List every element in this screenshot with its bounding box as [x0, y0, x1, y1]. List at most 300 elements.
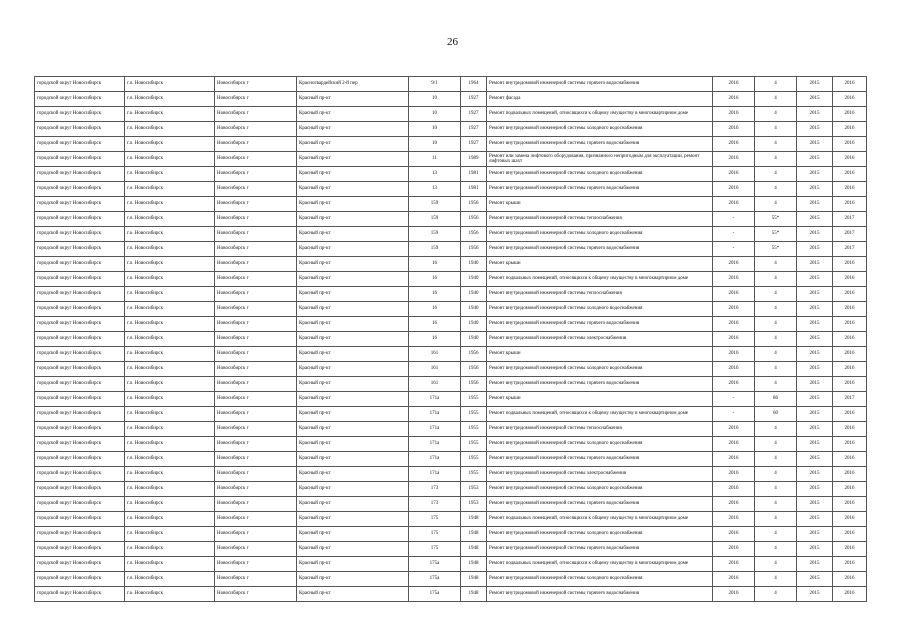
district-cell: г.о. Новосибирск — [125, 182, 215, 197]
municipality-cell: городской округ Новосибирск — [35, 272, 125, 287]
period-start-cell: 2015 — [797, 287, 833, 302]
build-year-cell: 1981 — [461, 167, 487, 182]
period-end-cell: 2016 — [833, 317, 867, 332]
term-cell: 4 — [755, 107, 797, 122]
build-year-cell: 1956 — [461, 212, 487, 227]
municipality-cell: городской округ Новосибирск — [35, 182, 125, 197]
locality-cell: Новосибирск г — [215, 362, 297, 377]
build-year-cell: 1927 — [461, 122, 487, 137]
work-type-cell: Ремонт внутридомовой инженерной системы горячего водоснабжения — [487, 542, 713, 557]
locality-cell: Новосибирск г — [215, 422, 297, 437]
house-number-cell: 171а — [409, 407, 461, 422]
street-cell: Красный пр-кт — [297, 242, 409, 257]
district-cell: г.о. Новосибирск — [125, 497, 215, 512]
period-start-cell: 2015 — [797, 182, 833, 197]
street-cell: Красный пр-кт — [297, 182, 409, 197]
term-cell: 4 — [755, 287, 797, 302]
build-year-cell: 1955 — [461, 467, 487, 482]
work-type-cell: Ремонт внутридомовой инженерной системы холодного водоснабжения — [487, 362, 713, 377]
street-cell: Красный пр-кт — [297, 557, 409, 572]
house-number-cell: 10 — [409, 107, 461, 122]
district-cell: г.о. Новосибирск — [125, 512, 215, 527]
locality-cell: Новосибирск г — [215, 242, 297, 257]
table-row — [35, 107, 867, 122]
table-row — [35, 227, 867, 242]
plan-year-cell: 2016 — [713, 122, 755, 137]
district-cell: г.о. Новосибирск — [125, 287, 215, 302]
table-row — [35, 557, 867, 572]
municipality-cell: городской округ Новосибирск — [35, 557, 125, 572]
plan-year-cell: 2016 — [713, 482, 755, 497]
work-type-cell: Ремонт крыши — [487, 392, 713, 407]
work-type-cell: Ремонт внутридомовой инженерной системы теплоснабжения — [487, 212, 713, 227]
term-cell: 4 — [755, 317, 797, 332]
district-cell: г.о. Новосибирск — [125, 557, 215, 572]
district-cell: г.о. Новосибирск — [125, 92, 215, 107]
street-cell: Красный пр-кт — [297, 362, 409, 377]
house-number-cell: 16 — [409, 332, 461, 347]
build-year-cell: 1953 — [461, 482, 487, 497]
street-cell: Красногвардейский 2-й пер — [297, 77, 409, 92]
municipality-cell: городской округ Новосибирск — [35, 242, 125, 257]
house-number-cell: 11 — [409, 152, 461, 167]
build-year-cell: 1981 — [461, 182, 487, 197]
street-cell: Красный пр-кт — [297, 452, 409, 467]
district-cell: г.о. Новосибирск — [125, 467, 215, 482]
locality-cell: Новосибирск г — [215, 332, 297, 347]
municipality-cell: городской округ Новосибирск — [35, 92, 125, 107]
plan-year-cell: 2016 — [713, 287, 755, 302]
period-end-cell: 2016 — [833, 137, 867, 152]
period-start-cell: 2015 — [797, 572, 833, 587]
build-year-cell: 1956 — [461, 242, 487, 257]
work-type-cell: Ремонт внутридомовой инженерной системы горячего водоснабжения — [487, 497, 713, 512]
locality-cell: Новосибирск г — [215, 257, 297, 272]
house-number-cell: 16 — [409, 257, 461, 272]
work-type-cell: Ремонт крыши — [487, 197, 713, 212]
table-row — [35, 407, 867, 422]
plan-year-cell: 2016 — [713, 422, 755, 437]
build-year-cell: 1964 — [461, 77, 487, 92]
house-number-cell: 175 — [409, 512, 461, 527]
street-cell: Красный пр-кт — [297, 302, 409, 317]
district-cell: г.о. Новосибирск — [125, 257, 215, 272]
period-end-cell: 2016 — [833, 572, 867, 587]
locality-cell: Новосибирск г — [215, 497, 297, 512]
period-start-cell: 2015 — [797, 407, 833, 422]
term-cell: 4 — [755, 182, 797, 197]
plan-year-cell: 2016 — [713, 557, 755, 572]
locality-cell: Новосибирск г — [215, 137, 297, 152]
period-start-cell: 2015 — [797, 122, 833, 137]
locality-cell: Новосибирск г — [215, 167, 297, 182]
period-start-cell: 2015 — [797, 347, 833, 362]
house-number-cell: 159 — [409, 212, 461, 227]
work-type-cell: Ремонт внутридомовой инженерной системы теплоснабжения — [487, 422, 713, 437]
plan-year-cell: - — [713, 242, 755, 257]
locality-cell: Новосибирск г — [215, 77, 297, 92]
house-number-cell: 159 — [409, 227, 461, 242]
house-number-cell: 16 — [409, 272, 461, 287]
table-row — [35, 587, 867, 602]
period-start-cell: 2015 — [797, 332, 833, 347]
term-cell: 4 — [755, 437, 797, 452]
period-start-cell: 2015 — [797, 92, 833, 107]
build-year-cell: 1927 — [461, 137, 487, 152]
period-end-cell: 2016 — [833, 497, 867, 512]
table-row — [35, 77, 867, 92]
period-start-cell: 2015 — [797, 497, 833, 512]
period-start-cell: 2015 — [797, 197, 833, 212]
term-cell: 4 — [755, 332, 797, 347]
street-cell: Красный пр-кт — [297, 422, 409, 437]
plan-year-cell: 2016 — [713, 452, 755, 467]
work-type-cell: Ремонт внутридомовой инженерной системы горячего водоснабжения — [487, 77, 713, 92]
plan-year-cell: 2016 — [713, 587, 755, 602]
period-start-cell: 2015 — [797, 227, 833, 242]
district-cell: г.о. Новосибирск — [125, 152, 215, 167]
district-cell: г.о. Новосибирск — [125, 347, 215, 362]
period-start-cell: 2015 — [797, 302, 833, 317]
term-cell: 4 — [755, 167, 797, 182]
plan-year-cell: - — [713, 212, 755, 227]
house-number-cell: 171а — [409, 467, 461, 482]
work-type-cell: Ремонт внутридомовой инженерной системы холодного водоснабжения — [487, 227, 713, 242]
plan-year-cell: - — [713, 227, 755, 242]
term-cell: 4 — [755, 482, 797, 497]
plan-year-cell: 2016 — [713, 92, 755, 107]
table-row — [35, 347, 867, 362]
period-end-cell: 2016 — [833, 527, 867, 542]
street-cell: Красный пр-кт — [297, 227, 409, 242]
period-end-cell: 2016 — [833, 377, 867, 392]
locality-cell: Новосибирск г — [215, 212, 297, 227]
term-cell: 4 — [755, 302, 797, 317]
district-cell: г.о. Новосибирск — [125, 572, 215, 587]
plan-year-cell: 2016 — [713, 332, 755, 347]
plan-year-cell: 2016 — [713, 197, 755, 212]
build-year-cell: 1940 — [461, 317, 487, 332]
work-type-cell: Ремонт подвальных помещений, относящихся к общему имуществу в многоквартирном доме — [487, 557, 713, 572]
house-number-cell: 173 — [409, 482, 461, 497]
municipality-cell: городской округ Новосибирск — [35, 332, 125, 347]
street-cell: Красный пр-кт — [297, 497, 409, 512]
locality-cell: Новосибирск г — [215, 122, 297, 137]
municipality-cell: городской округ Новосибирск — [35, 392, 125, 407]
house-number-cell: 161 — [409, 377, 461, 392]
municipality-cell: городской округ Новосибирск — [35, 407, 125, 422]
district-cell: г.о. Новосибирск — [125, 392, 215, 407]
street-cell: Красный пр-кт — [297, 317, 409, 332]
period-start-cell: 2015 — [797, 137, 833, 152]
period-start-cell: 2015 — [797, 362, 833, 377]
period-end-cell: 2016 — [833, 302, 867, 317]
period-start-cell: 2015 — [797, 212, 833, 227]
municipality-cell: городской округ Новосибирск — [35, 587, 125, 602]
municipality-cell: городской округ Новосибирск — [35, 512, 125, 527]
house-number-cell: 173 — [409, 497, 461, 512]
house-number-cell: 9/1 — [409, 77, 461, 92]
build-year-cell: 1948 — [461, 542, 487, 557]
plan-year-cell: 2016 — [713, 317, 755, 332]
district-cell: г.о. Новосибирск — [125, 107, 215, 122]
house-number-cell: 175 — [409, 527, 461, 542]
work-type-cell: Ремонт или замена лифтового оборудования, признанного непригодным для эксплуатации, ремонт лифтовых шахт — [487, 152, 713, 167]
street-cell: Красный пр-кт — [297, 122, 409, 137]
period-start-cell: 2015 — [797, 77, 833, 92]
street-cell: Красный пр-кт — [297, 212, 409, 227]
house-number-cell: 171а — [409, 452, 461, 467]
period-end-cell: 2016 — [833, 482, 867, 497]
table-row — [35, 122, 867, 137]
period-end-cell: 2016 — [833, 587, 867, 602]
plan-year-cell: 2016 — [713, 377, 755, 392]
municipality-cell: городской округ Новосибирск — [35, 107, 125, 122]
municipality-cell: городской округ Новосибирск — [35, 137, 125, 152]
work-type-cell: Ремонт внутридомовой инженерной системы холодного водоснабжения — [487, 302, 713, 317]
table-row — [35, 542, 867, 557]
street-cell: Красный пр-кт — [297, 332, 409, 347]
municipality-cell: городской округ Новосибирск — [35, 302, 125, 317]
period-end-cell: 2016 — [833, 407, 867, 422]
period-end-cell: 2016 — [833, 542, 867, 557]
street-cell: Красный пр-кт — [297, 467, 409, 482]
street-cell: Красный пр-кт — [297, 257, 409, 272]
house-number-cell: 171а — [409, 437, 461, 452]
period-end-cell: 2016 — [833, 422, 867, 437]
municipality-cell: городской округ Новосибирск — [35, 197, 125, 212]
build-year-cell: 1956 — [461, 362, 487, 377]
term-cell: 4 — [755, 527, 797, 542]
street-cell: Красный пр-кт — [297, 542, 409, 557]
district-cell: г.о. Новосибирск — [125, 227, 215, 242]
table-row — [35, 92, 867, 107]
build-year-cell: 1940 — [461, 257, 487, 272]
term-cell: 4 — [755, 452, 797, 467]
work-type-cell: Ремонт внутридомовой инженерной системы холодного водоснабжения — [487, 122, 713, 137]
build-year-cell: 1927 — [461, 107, 487, 122]
period-start-cell: 2015 — [797, 467, 833, 482]
period-start-cell: 2015 — [797, 107, 833, 122]
table-row — [35, 422, 867, 437]
house-number-cell: 175а — [409, 587, 461, 602]
table-row — [35, 242, 867, 257]
municipality-cell: городской округ Новосибирск — [35, 572, 125, 587]
table-row — [35, 317, 867, 332]
locality-cell: Новосибирск г — [215, 377, 297, 392]
district-cell: г.о. Новосибирск — [125, 272, 215, 287]
term-cell: 4 — [755, 422, 797, 437]
table-row — [35, 152, 867, 167]
street-cell: Красный пр-кт — [297, 587, 409, 602]
build-year-cell: 1955 — [461, 422, 487, 437]
table-row — [35, 302, 867, 317]
table-row — [35, 257, 867, 272]
term-cell: 4 — [755, 77, 797, 92]
house-number-cell: 171а — [409, 422, 461, 437]
street-cell: Красный пр-кт — [297, 437, 409, 452]
period-end-cell: 2016 — [833, 257, 867, 272]
district-cell: г.о. Новосибирск — [125, 542, 215, 557]
build-year-cell: 1955 — [461, 407, 487, 422]
work-type-cell: Ремонт внутридомовой инженерной системы горячего водоснабжения — [487, 452, 713, 467]
term-cell: 4 — [755, 92, 797, 107]
build-year-cell: 1927 — [461, 92, 487, 107]
house-number-cell: 16 — [409, 317, 461, 332]
build-year-cell: 1956 — [461, 377, 487, 392]
plan-year-cell: 2016 — [713, 137, 755, 152]
street-cell: Красный пр-кт — [297, 572, 409, 587]
table-row — [35, 287, 867, 302]
locality-cell: Новосибирск г — [215, 557, 297, 572]
municipality-cell: городской округ Новосибирск — [35, 167, 125, 182]
term-cell: 4 — [755, 497, 797, 512]
term-cell: 4 — [755, 572, 797, 587]
municipality-cell: городской округ Новосибирск — [35, 152, 125, 167]
locality-cell: Новосибирск г — [215, 482, 297, 497]
period-end-cell: 2016 — [833, 557, 867, 572]
plan-year-cell: 2016 — [713, 467, 755, 482]
municipality-cell: городской округ Новосибирск — [35, 437, 125, 452]
municipality-cell: городской округ Новосибирск — [35, 122, 125, 137]
work-type-cell: Ремонт внутридомовой инженерной системы горячего водоснабжения — [487, 242, 713, 257]
build-year-cell: 1948 — [461, 512, 487, 527]
period-end-cell: 2017 — [833, 242, 867, 257]
district-cell: г.о. Новосибирск — [125, 212, 215, 227]
period-end-cell: 2016 — [833, 437, 867, 452]
plan-year-cell: 2016 — [713, 167, 755, 182]
street-cell: Красный пр-кт — [297, 92, 409, 107]
locality-cell: Новосибирск г — [215, 227, 297, 242]
street-cell: Красный пр-кт — [297, 272, 409, 287]
locality-cell: Новосибирск г — [215, 182, 297, 197]
term-cell: 4 — [755, 587, 797, 602]
street-cell: Красный пр-кт — [297, 197, 409, 212]
plan-year-cell: 2016 — [713, 182, 755, 197]
work-type-cell: Ремонт внутридомовой инженерной системы горячего водоснабжения — [487, 377, 713, 392]
locality-cell: Новосибирск г — [215, 287, 297, 302]
work-type-cell: Ремонт внутридомовой инженерной системы горячего водоснабжения — [487, 587, 713, 602]
term-cell: 4 — [755, 347, 797, 362]
period-start-cell: 2015 — [797, 392, 833, 407]
house-number-cell: 159 — [409, 242, 461, 257]
work-type-cell: Ремонт внутридомовой инженерной системы холодного водоснабжения — [487, 482, 713, 497]
period-end-cell: 2017 — [833, 392, 867, 407]
plan-year-cell: 2016 — [713, 257, 755, 272]
table-row — [35, 497, 867, 512]
municipality-cell: городской округ Новосибирск — [35, 227, 125, 242]
period-start-cell: 2015 — [797, 452, 833, 467]
period-end-cell: 2016 — [833, 122, 867, 137]
municipality-cell: городской округ Новосибирск — [35, 362, 125, 377]
house-number-cell: 159 — [409, 197, 461, 212]
period-end-cell: 2016 — [833, 152, 867, 167]
build-year-cell: 1956 — [461, 227, 487, 242]
street-cell: Красный пр-кт — [297, 377, 409, 392]
municipality-cell: городской округ Новосибирск — [35, 482, 125, 497]
table-row — [35, 332, 867, 347]
period-start-cell: 2015 — [797, 152, 833, 167]
period-end-cell: 2016 — [833, 107, 867, 122]
period-end-cell: 2016 — [833, 77, 867, 92]
street-cell: Красный пр-кт — [297, 287, 409, 302]
table-row — [35, 572, 867, 587]
district-cell: г.о. Новосибирск — [125, 122, 215, 137]
term-cell: 4 — [755, 257, 797, 272]
plan-year-cell: 2016 — [713, 77, 755, 92]
work-type-cell: Ремонт крыши — [487, 257, 713, 272]
period-start-cell: 2015 — [797, 482, 833, 497]
house-number-cell: 161 — [409, 347, 461, 362]
period-start-cell: 2015 — [797, 512, 833, 527]
district-cell: г.о. Новосибирск — [125, 527, 215, 542]
street-cell: Красный пр-кт — [297, 482, 409, 497]
locality-cell: Новосибирск г — [215, 107, 297, 122]
build-year-cell: 1940 — [461, 332, 487, 347]
locality-cell: Новосибирск г — [215, 317, 297, 332]
plan-year-cell: 2016 — [713, 302, 755, 317]
build-year-cell: 1956 — [461, 347, 487, 362]
work-type-cell: Ремонт подвальных помещений, относящихся к общему имуществу в многоквартирном доме — [487, 512, 713, 527]
period-end-cell: 2016 — [833, 167, 867, 182]
locality-cell: Новосибирск г — [215, 302, 297, 317]
build-year-cell: 1989 — [461, 152, 487, 167]
district-cell: г.о. Новосибирск — [125, 377, 215, 392]
work-type-cell: Ремонт внутридомовой инженерной системы холодного водоснабжения — [487, 527, 713, 542]
period-start-cell: 2015 — [797, 527, 833, 542]
house-number-cell: 13 — [409, 167, 461, 182]
municipality-cell: городской округ Новосибирск — [35, 452, 125, 467]
build-year-cell: 1940 — [461, 272, 487, 287]
district-cell: г.о. Новосибирск — [125, 422, 215, 437]
build-year-cell: 1948 — [461, 527, 487, 542]
municipality-cell: городской округ Новосибирск — [35, 347, 125, 362]
work-type-cell: Ремонт подвальных помещений, относящихся к общему имуществу в многоквартирном доме — [487, 272, 713, 287]
table-body — [35, 77, 867, 602]
plan-year-cell: - — [713, 407, 755, 422]
build-year-cell: 1948 — [461, 572, 487, 587]
build-year-cell: 1955 — [461, 392, 487, 407]
build-year-cell: 1955 — [461, 437, 487, 452]
work-type-cell: Ремонт внутридомовой инженерной системы электроснабжения — [487, 332, 713, 347]
period-start-cell: 2015 — [797, 422, 833, 437]
table-row — [35, 527, 867, 542]
district-cell: г.о. Новосибирск — [125, 362, 215, 377]
period-end-cell: 2016 — [833, 92, 867, 107]
street-cell: Красный пр-кт — [297, 512, 409, 527]
house-number-cell: 175 — [409, 542, 461, 557]
work-type-cell: Ремонт внутридомовой инженерной системы теплоснабжения — [487, 287, 713, 302]
table-row — [35, 272, 867, 287]
term-cell: 4 — [755, 272, 797, 287]
capital-repair-table — [34, 76, 867, 602]
period-end-cell: 2016 — [833, 512, 867, 527]
term-cell: 55* — [755, 227, 797, 242]
locality-cell: Новосибирск г — [215, 437, 297, 452]
period-end-cell: 2016 — [833, 182, 867, 197]
build-year-cell: 1940 — [461, 302, 487, 317]
period-start-cell: 2015 — [797, 257, 833, 272]
build-year-cell: 1953 — [461, 497, 487, 512]
period-end-cell: 2016 — [833, 362, 867, 377]
work-type-cell: Ремонт крыши — [487, 347, 713, 362]
district-cell: г.о. Новосибирск — [125, 437, 215, 452]
table-row — [35, 212, 867, 227]
work-type-cell: Ремонт внутридомовой инженерной системы горячего водоснабжения — [487, 137, 713, 152]
plan-year-cell: 2016 — [713, 152, 755, 167]
street-cell: Красный пр-кт — [297, 107, 409, 122]
table-row — [35, 137, 867, 152]
